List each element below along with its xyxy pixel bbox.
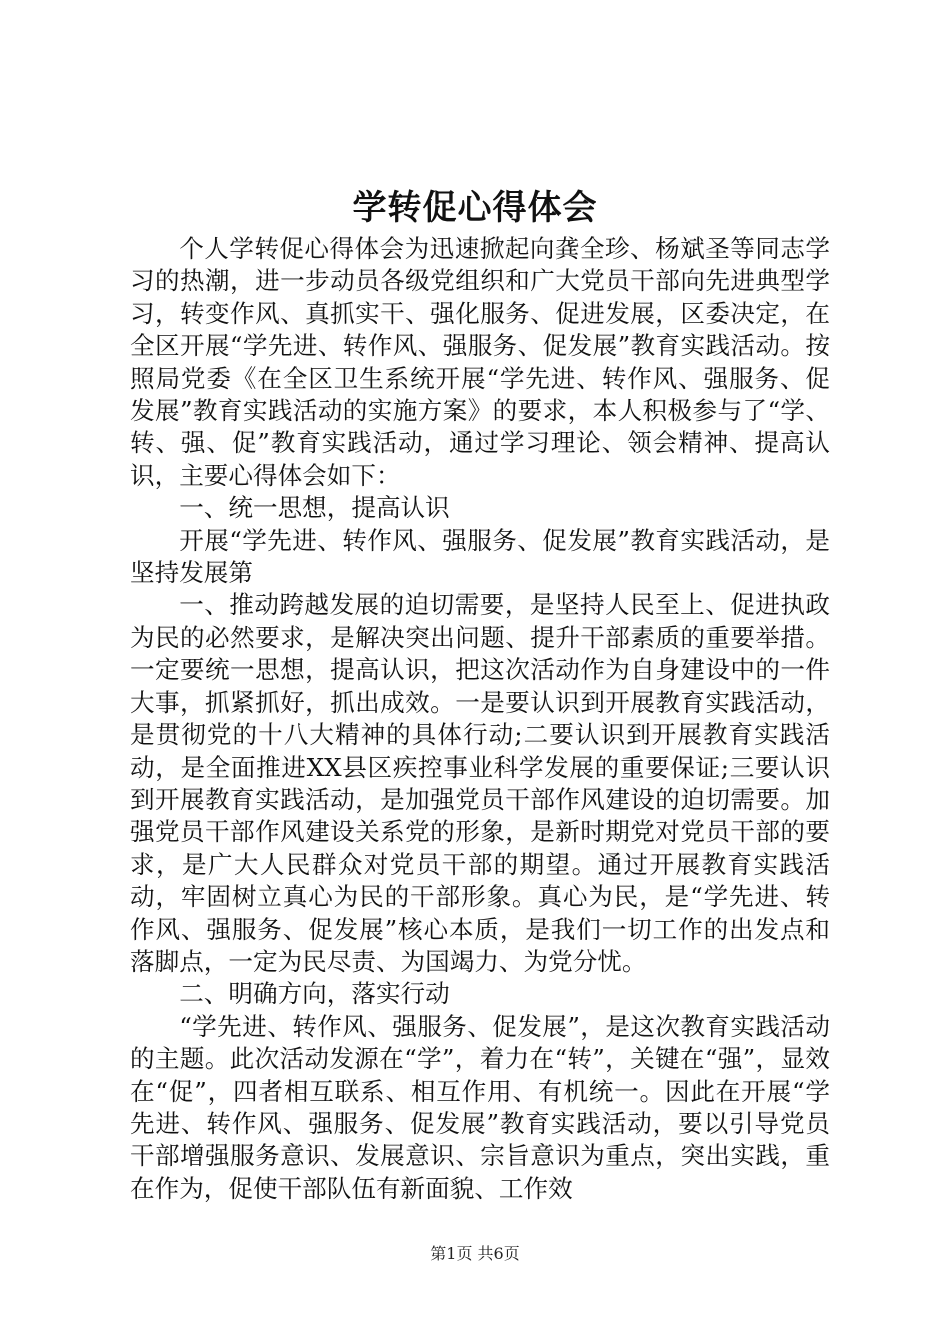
document-body (130, 233, 830, 1205)
paragraph-section-2-body: “学先进、转作风、强服务、促发展”，是这次教育实践活动的主题。此次活动发源在“学”，着力在“转”，关键在“强”，显效在“促”，四者相互联系、相互作用、有机统一。因此在开展“学先进、转作风、强服务、促发展”教育实践活动，要以引导党员干部增强服务意识、发展意识、宗旨意识为重点，突出实践，重在作为，促使干部队伍有新面貌、工作效 (130, 1011, 830, 1203)
paragraph-section-1-body: 一、推动跨越发展的迫切需要，是坚持人民至上、促进执政为民的必然要求，是解决突出问题、提升干部素质的重要举措。一定要统一思想，提高认识，把这次活动作为自身建设中的一件大事，抓紧抓好，抓出成效。一是要认识到开展教育实践活动，是贯彻党的十八大精神的具体行动;二要认识到开展教育实践活动，是全面推进XX县区疾控事业科学发展的重要保证;三要认识到开展教育实践活动，是加强党员干部作风建设的迫切需要。加强党员干部作风建设关系党的形象，是新时期党对党员干部的要求，是广大人民群众对党员干部的期望。通过开展教育实践活动，牢固树立真心为民的干部形象。真心为民，是“学先进、转作风、强服务、促发展”核心本质，是我们一切工作的出发点和落脚点，一定为民尽责、为国竭力、为党分忧。 (130, 590, 830, 976)
paragraph-intro: 个人学转促心得体会为迅速掀起向龚全珍、杨斌圣等同志学习的热潮，进一步动员各级党组织和广大党员干部向先进典型学习，转变作风、真抓实干、强化服务、促进发展，区委决定，在全区开展“学先进、转作风、强服务、促发展”教育实践活动。按照局党委《在全区卫生系统开展“学先进、转作风、强服务、促发展”教育实践活动的实施方案》的要求，本人积极参与了“学、转、强、促”教育实践活动，通过学习理论、领会精神、提高认识，主要心得体会如下： (130, 234, 830, 490)
document-title: 学转促心得体会 (352, 188, 598, 228)
section-heading-1: 一、统一思想，提高认识 (179, 493, 450, 523)
section-heading-2: 二、明确方向，落实行动 (179, 979, 450, 1009)
page-number-footer: 第1页 共6页 (430, 1244, 520, 1263)
paragraph-section-1-intro: 开展“学先进、转作风、强服务、促发展”教育实践活动，是坚持发展第 (130, 525, 830, 588)
